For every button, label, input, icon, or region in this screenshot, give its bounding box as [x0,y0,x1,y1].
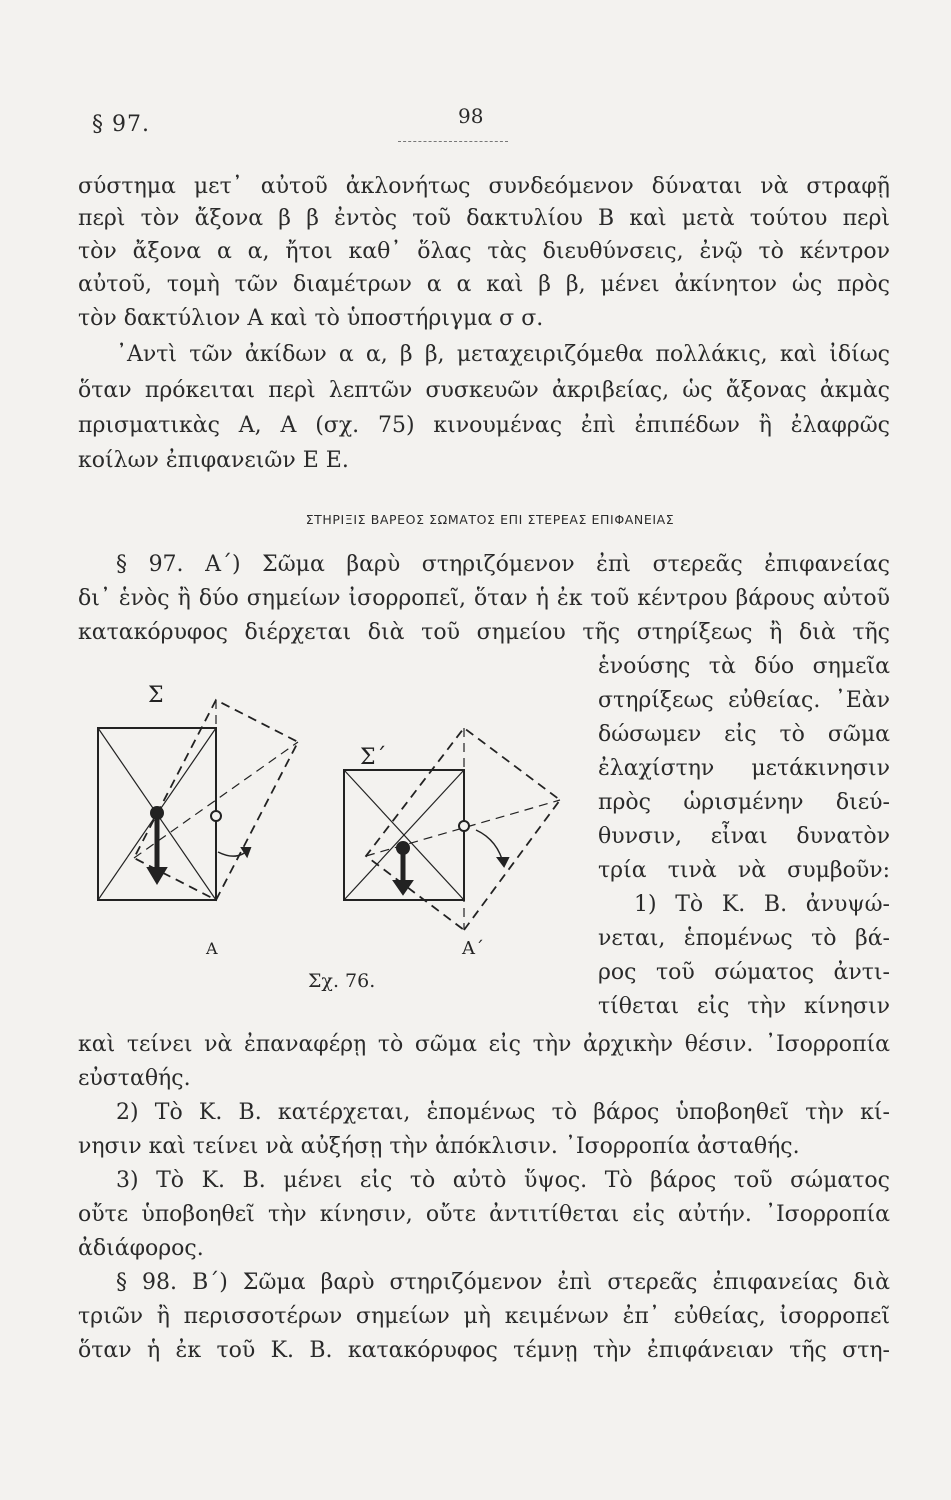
text-line: κοίλων ἐπιφανειῶν Ε Ε. [78,448,349,473]
text-line: καὶ τείνει νὰ ἐπαναφέρῃ τὸ σῶμα εἰς τὴν ἀρχικὴν θέσιν. ᾿Ισορροπία [78,1032,890,1057]
text-line: ὅταν πρόκειται περὶ λεπτῶν συσκευῶν ἀκριβείας, ὡς ἄξονας ἀκμὰς [78,378,890,403]
text-line: αὐτοῦ, τομὴ τῶν διαμέτρων α α καὶ β β, μένει ἀκίνητον ὡς πρὸς [78,272,890,297]
label-alpha-right: Α΄ [462,938,484,959]
text-line: ἀδιάφορος. [78,1236,204,1261]
page-number: 98 [458,104,484,128]
text-line: § 98. Β΄) Σῶμα βαρὺ στηριζόμενον ἐπὶ στερεᾶς ἐπιφανείας διὰ [116,1270,890,1295]
text-line: 2) Τὸ Κ. Β. κατέρχεται, ἑπομένως τὸ βάρος ὑποβοηθεῖ τὴν κί- [116,1100,890,1125]
text-line: 3) Τὸ Κ. Β. μένει εἰς τὸ αὐτὸ ὕψος. Τὸ βάρος τοῦ σώματος [116,1168,890,1193]
text-line: θυνσιν, εἶναι δυνατὸν [598,824,890,849]
text-line: ρος τοῦ σώματος ἀντι- [598,960,890,985]
text-line: δώσωμεν εἰς τὸ σῶμα [598,722,890,747]
text-line: στηρίξεως εὐθείας. ᾿Εὰν [598,688,890,713]
text-line: τρία τινὰ νὰ συμβοῦν: [598,858,890,883]
text-line: ἐλαχίστην μετάκινησιν [598,756,890,781]
text-line: τριῶν ἢ περισσοτέρων σημείων μὴ κειμένων ἐπ᾽ εὐθείας, ἰσορροπεῖ [78,1304,890,1329]
text-line: εὐσταθής. [78,1066,191,1091]
label-alpha-left: Α [206,939,218,958]
text-line: νεται, ἑπομένως τὸ βά- [598,926,890,951]
text-line: κατακόρυφος διέρχεται διὰ τοῦ σημείου τῆς στηρίξεως ἢ διὰ τῆς [78,620,890,645]
text-line: τὸν δακτύλιον Α καὶ τὸ ὑποστήριγμα σ σ. [78,306,544,331]
figure-76-diagram [90,680,590,980]
text-line: ἑνούσης τὰ δύο σημεῖα [598,654,890,679]
section-marker: § 97. [92,112,150,137]
text-line: πρισματικὰς Α, Α (σχ. 75) κινουμένας ἐπὶ ἐπιπέδων ἢ ἐλαφρῶς [78,413,890,438]
text-line: τίθεται εἰς τὴν κίνησιν [598,994,890,1019]
text-line: περὶ τὸν ἄξονα β β ἐντὸς τοῦ δακτυλίου Β καὶ μετὰ τούτου περὶ [78,206,890,231]
text-line: 1) Τὸ Κ. Β. ἀνυψώ- [634,892,890,917]
label-sigma-right: Σ΄ [360,745,387,770]
text-line: § 97. Α΄) Σῶμα βαρὺ στηριζόμενον ἐπὶ στερεᾶς ἐπιφανείας [116,552,890,577]
section-heading: ΣΤΗΡΙΞΙΣ ΒΑΡΕΟΣ ΣΩΜΑΤΟΣ ΕΠΙ ΣΤΕΡΕΑΣ ΕΠΙΦΑΝΕΙΑΣ [305,512,675,527]
text-line: ὅταν ἡ ἐκ τοῦ Κ. Β. κατακόρυφος τέμνῃ τὴν ἐπιφάνειαν τῆς στη- [78,1338,890,1363]
text-line: ᾿Αντὶ τῶν ἀκίδων α α, β β, μεταχειριζόμεθα πολλάκις, καὶ ἰδίως [116,342,890,367]
text-line: δι᾽ ἑνὸς ἢ δύο σημείων ἰσορροπεῖ, ὅταν ἡ ἐκ τοῦ κέντρου βάρους αὐτοῦ [78,586,890,611]
text-line: νησιν καὶ τείνει νὰ αὐξήσῃ τὴν ἀπόκλισιν. ᾿Ισορροπία ἀσταθής. [78,1134,800,1159]
header-rule [398,141,508,142]
text-line: πρὸς ὡρισμένην διεύ- [598,790,890,815]
label-sigma-left: Σ [148,683,164,708]
figure-caption: Σχ. 76. [308,970,376,992]
text-line: οὔτε ὑποβοηθεῖ τὴν κίνησιν, οὔτε ἀντιτίθεται εἰς αὐτήν. ᾿Ισορροπία [78,1202,890,1227]
text-line: σύστημα μετ᾽ αὐτοῦ ἀκλονήτως συνδεόμενον δύναται νὰ στραφῇ [78,174,890,199]
text-line: τὸν ἄξονα α α, ἤτοι καθ᾽ ὅλας τὰς διευθύνσεις, ἐνῷ τὸ κέντρον [78,239,890,264]
